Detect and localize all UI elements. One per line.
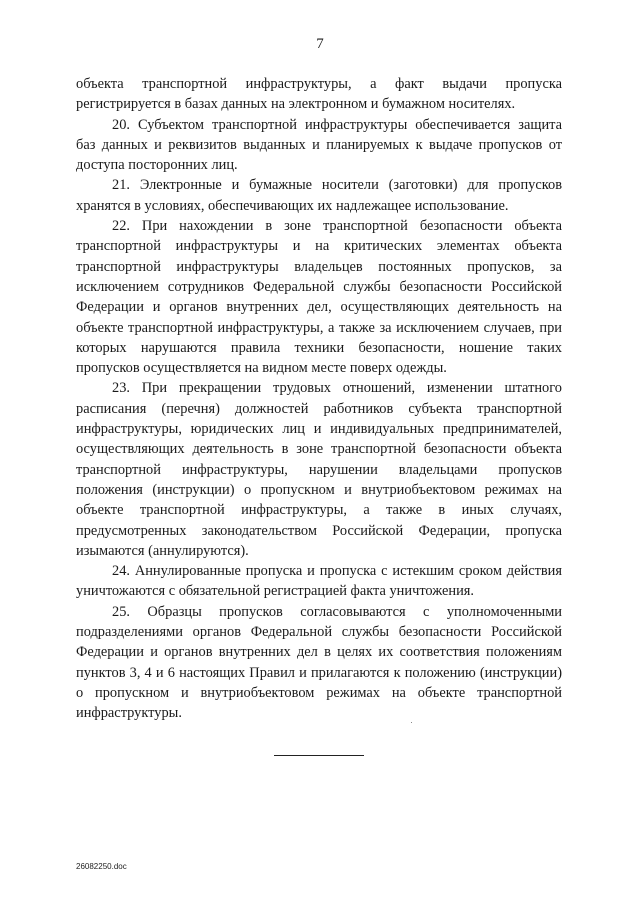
scan-speck — [411, 722, 412, 723]
paragraph-25: 25. Образцы пропусков согласовываются с уполномоченными подразделениями органов Федеральной службы безопасности Российской Федерации и органов внутренних дел в целях их соответствия положениям пунктов 3, 4 и 6 настоящих Правил и прилагаются к положению (инструкции) о пропускном и внутриобъектовом режимах на объекте транспортной инфраструктуры. — [76, 603, 562, 722]
paragraph-20: 20. Субъектом транспортной инфраструктуры обеспечивается защита баз данных и реквизитов выданных и планируемых к выдаче пропусков от доступа посторонних лиц. — [76, 116, 562, 174]
paragraph-23: 23. При прекращении трудовых отношений, изменении штатного расписания (перечня) должностей работников субъекта транспортной инфраструктуры, юридических лиц и индивидуальных предпринимателей, осуществляющих деятельность в зоне транспортной безопасности объекта транспортной инфраструктуры, нарушении владельцами пропусков положения (инструкции) о пропускном и внутриобъектовом режимах на объекте транспортной инфраструктуры, а также в иных случаях, предусмотренных законодательством Российской Федерации, пропуска изымаются (аннулируются). — [76, 380, 562, 559]
file-name-footer: 26082250.doc — [76, 862, 127, 871]
end-rule — [274, 755, 364, 756]
page-number: 7 — [316, 36, 324, 52]
paragraph-24: 24. Аннулированные пропуска и пропуска с истекшим сроком действия уничтожаются с обязательной регистрацией факта уничтожения. — [76, 563, 562, 600]
paragraph-continuation: объекта транспортной инфраструктуры, а факт выдачи пропуска регистрируется в базах данных на электронном и бумажном носителях. — [76, 76, 562, 113]
paragraph-22: 22. При нахождении в зоне транспортной безопасности объекта транспортной инфраструктуры и на критических элементах объекта транспортной инфраструктуры владельцев постоянных пропусков, за исключением сотрудников Федеральной службы безопасности Российской Федерации и органов внутренних дел, осуществляющих деятельность на объекте транспортной инфраструктуры, а также за исключением случаев, при которых нарушаются правила техники безопасности, ношение таких пропусков осуществляется на видном месте поверх одежды. — [76, 218, 562, 377]
paragraph-21: 21. Электронные и бумажные носители (заготовки) для пропусков хранятся в условиях, обеспечивающих их надлежащее использование. — [76, 177, 562, 214]
document-body — [76, 74, 562, 724]
